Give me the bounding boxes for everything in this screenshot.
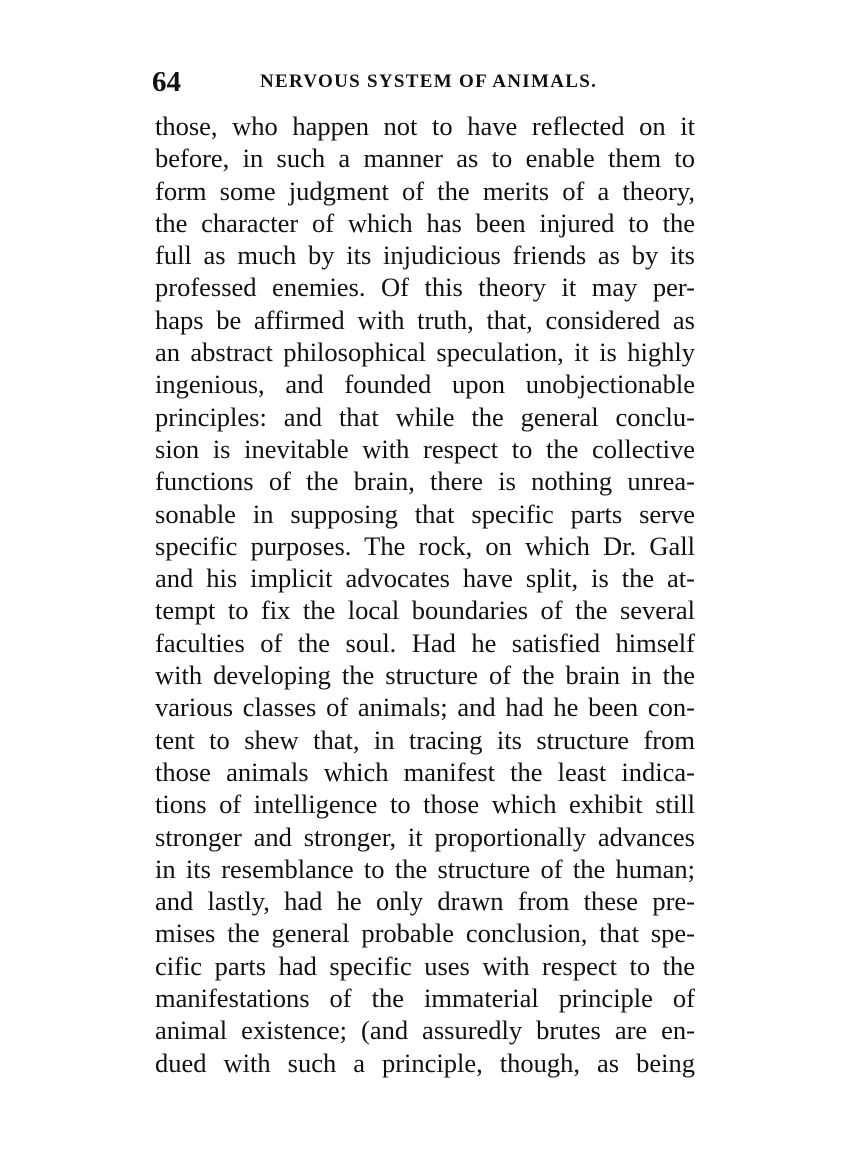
page-number: 64 — [152, 66, 181, 98]
text-line: full as much by its injudicious friends as by its — [155, 240, 695, 271]
text-line: and his implicit advocates have split, is the at- — [155, 563, 695, 594]
text-line: specific purposes. The rock, on which Dr. Gall — [155, 530, 695, 561]
text-line: stronger and stronger, it proportionally advances — [155, 821, 695, 852]
text-line: manifestations of the immaterial principle of — [155, 983, 695, 1014]
text-line: professed enemies. Of this theory it may per- — [155, 272, 695, 303]
text-line: dued with such a principle, though, as being — [155, 1047, 695, 1078]
text-line: cific parts had specific uses with respect to the — [155, 950, 695, 981]
text-line: faculties of the soul. Had he satisfied himself — [155, 627, 695, 658]
text-line: animal existence; (and assuredly brutes are en- — [155, 1015, 695, 1046]
text-line: tions of intelligence to those which exhibit still — [155, 789, 695, 820]
text-line: with developing the structure of the brain in the — [155, 660, 695, 691]
text-line: form some judgment of the merits of a theory, — [155, 175, 695, 206]
text-line: ingenious, and founded upon unobjectionable — [155, 369, 695, 400]
text-line: before, in such a manner as to enable them to — [155, 143, 695, 174]
page-header — [152, 64, 702, 100]
text-line: those animals which manifest the least indica- — [155, 756, 695, 787]
text-line: principles: and that while the general conclu- — [155, 401, 695, 432]
text-line: haps be affirmed with truth, that, considered as — [155, 304, 695, 335]
text-line: those, who happen not to have reflected on it — [155, 111, 695, 141]
text-line: various classes of animals; and had he been con- — [155, 692, 695, 723]
text-line: in its resemblance to the structure of the human; — [155, 853, 695, 884]
text-line: and lastly, had he only drawn from these pre- — [155, 886, 695, 917]
text-line: functions of the brain, there is nothing unrea- — [155, 466, 695, 497]
text-line: sion is inevitable with respect to the collective — [155, 433, 695, 464]
body-text — [155, 110, 695, 1079]
text-line: an abstract philosophical speculation, it is highly — [155, 337, 695, 368]
running-head: NERVOUS SYSTEM OF ANIMALS. — [260, 71, 598, 92]
text-line: tempt to fix the local boundaries of the several — [155, 595, 695, 626]
text-line: sonable in supposing that specific parts serve — [155, 498, 695, 529]
text-line: tent to shew that, in tracing its structure from — [155, 724, 695, 755]
text-line: mises the general probable conclusion, that spe- — [155, 918, 695, 949]
text-line: the character of which has been injured to the — [155, 207, 695, 238]
